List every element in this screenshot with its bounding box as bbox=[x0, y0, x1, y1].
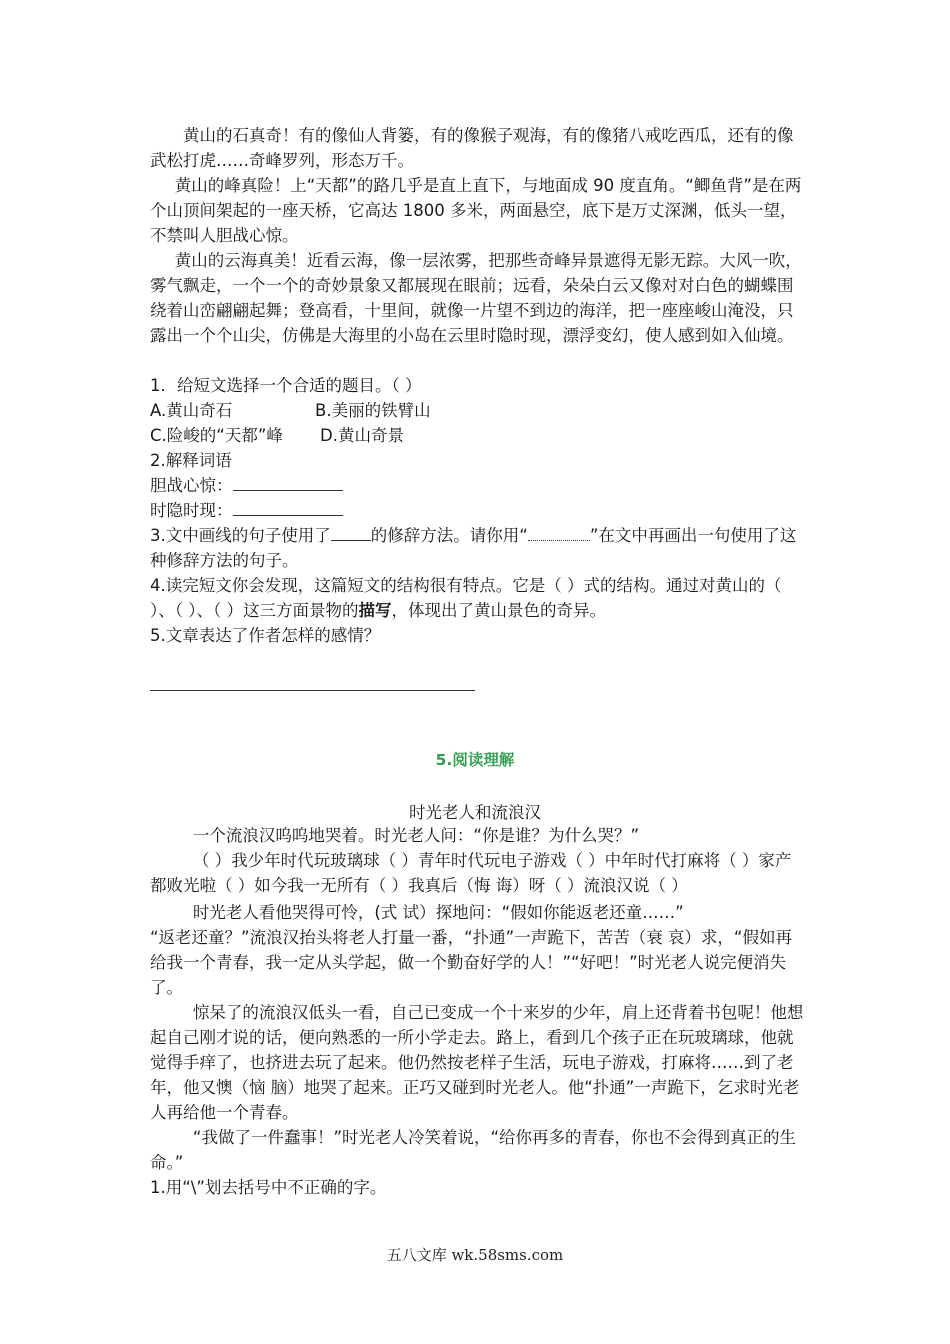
question-1-options-row-2 bbox=[150, 423, 805, 448]
passage-1-paragraph-2: 黄山的峰真险！上“天都”的路几乎是直上直下，与地面成 90 度直角。“鲫鱼背”是在两个山顶间架起的一座天桥，它高达 1800 多米，两面悬空，底下是万丈深渊，低头一望，不禁叫人胆战心惊。 bbox=[150, 176, 802, 245]
passage-2 bbox=[150, 823, 805, 1200]
answer-line[interactable] bbox=[233, 499, 343, 516]
section-title: 5.阅读理解 bbox=[435, 751, 515, 769]
answer-line[interactable] bbox=[150, 690, 475, 691]
passage-2-question-1: 1.用“\”划去括号中不正确的字。 bbox=[150, 1178, 387, 1197]
question-3-text-a: 3.文中画线的句子使用了 bbox=[150, 526, 331, 545]
question-3 bbox=[150, 523, 805, 573]
answer-line[interactable] bbox=[233, 474, 343, 491]
passage-2-paragraph-3: 时光老人看他哭得可怜，(式 试）探地问：“假如你能返老还童……” bbox=[192, 903, 684, 922]
question-5: 5.文章表达了作者怎样的感情？ bbox=[150, 626, 381, 645]
question-4 bbox=[150, 573, 805, 623]
option-c: C.险峻的“天都”峰 bbox=[150, 426, 283, 445]
question-1-options-row-1 bbox=[150, 398, 805, 423]
passage-1-paragraph-3: 黄山的云海真美！近看云海，像一层浓雾，把那些奇峰异景遮得无影无踪。大风一吹，雾气飘走，一个一个的奇妙景象又都展现在眼前；远看，朵朵白云又像对对白色的蝴蝶围绕着山峦翩翩起舞；登高看，十里间，就像一片望不到边的海洋，把一座座峻山淹没，只露出一个个山尖，仿佛是大海里的小岛在云里时隐时现，漂浮变幻，使人感到如入仙境。 bbox=[150, 251, 802, 345]
question-4-text-c: ，体现出了黄山景色的奇异。 bbox=[391, 601, 606, 620]
question-2: 2.解释词语 bbox=[150, 451, 232, 470]
questions-1 bbox=[150, 373, 805, 648]
passage-2-paragraph-2: （ ）我少年时代玩玻璃球（ ）青年时代玩电子游戏（ ）中年时代打麻将（ ）家产都败光啦（ ）如今我一无所有（ ）我真后（悔 诲）呀（ ）流浪汉说（ ） bbox=[150, 851, 792, 895]
story-title: 时光老人和流浪汉 bbox=[409, 803, 541, 822]
passage-2-paragraph-1: 一个流浪汉呜呜地哭着。时光老人问：“你是谁？为什么哭？” bbox=[192, 826, 639, 845]
question-4-text-a: 4.读完短文你会发现，这篇短文的结构很有特点。它是（ ）式的结构。通过对黄山的（ ）、（ ）、（ ）这三方面景物的 bbox=[150, 576, 782, 620]
passage-2-paragraph-6: “我做了一件蠢事！”时光老人冷笑着说，“给你再多的青春，你也不会得到真正的生命。” bbox=[150, 1128, 797, 1172]
passage-2-paragraph-5: 惊呆了的流浪汉低头一看，自己已变成一个十来岁的少年，肩上还背着书包呢！他想起自己刚才说的话，便向熟悉的一所小学走去。路上，看到几个孩子正在玩玻璃球，他就觉得手痒了，也挤进去玩了起来。他仍然按老样子生活，玩电子游戏，打麻将……到了老年，他又懊（恼 脑）地哭了起来。正巧又碰到时光老人。他“扑通”一声跪下，乞求时光老人再给他一个青春。 bbox=[150, 1003, 804, 1122]
word-2-label: 时隐时现： bbox=[150, 501, 233, 520]
question-3-text-b: 的修辞方法。请你用“ bbox=[370, 526, 528, 545]
passage-1 bbox=[150, 123, 805, 348]
footer-watermark: 五八文库 wk.58sms.com bbox=[386, 1246, 564, 1264]
option-a: A.黄山奇石 bbox=[150, 401, 233, 420]
word-1-label: 胆战心惊： bbox=[150, 476, 233, 495]
question-2-word-2 bbox=[150, 498, 805, 523]
passage-1-paragraph-1: 黄山的石真奇！有的像仙人背篓，有的像猴子观海，有的像猪八戒吃西瓜，还有的像武松打虎……奇峰罗列，形态万千。 bbox=[150, 126, 794, 170]
question-4-text-b: 描写 bbox=[358, 601, 392, 620]
question-1: 1．给短文选择一个合适的题目。（ ） bbox=[150, 376, 422, 395]
option-b: B.美丽的铁臂山 bbox=[315, 401, 431, 420]
answer-line[interactable] bbox=[331, 524, 371, 541]
option-d: D.黄山奇景 bbox=[320, 426, 404, 445]
question-2-word-1 bbox=[150, 473, 805, 498]
passage-2-paragraph-4: “返老还童？”流浪汉抬头将老人打量一番，“扑通”一声跪下，苦苦（衰 哀）求，“假如再给我一个青春，我一定从头学起，做一个勤奋好学的人！”“好吧！”时光老人说完便消失了。 bbox=[150, 928, 792, 997]
question-3-text-c: ”在文中再画出一句使用了这种修辞方法的句子。 bbox=[150, 526, 797, 570]
wavy-underline-mark bbox=[528, 526, 590, 541]
